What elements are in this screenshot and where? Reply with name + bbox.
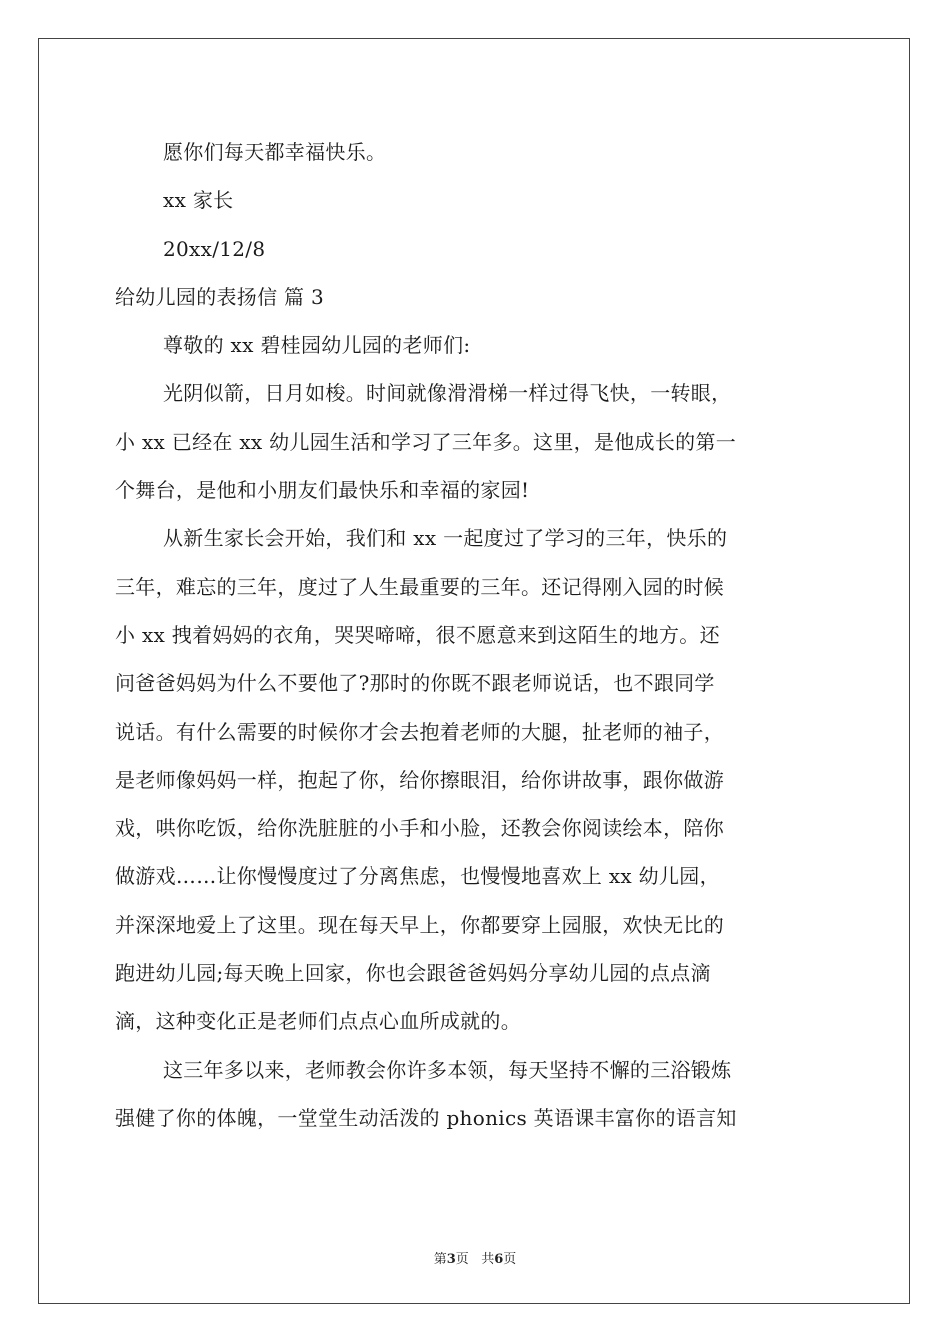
text-line: 20xx/12/8 [163,236,266,261]
text-line: 滴，这种变化正是老师们点点心血所成就的。 [115,1009,521,1034]
text-line: 问爸爸妈妈为什么不要他了?那时的你既不跟老师说话，也不跟同学 [115,671,715,696]
text-line: 说话。有什么需要的时候你才会去抱着老师的大腿，扯老师的袖子， [115,719,724,744]
text-line: 三年，难忘的三年，度过了人生最重要的三年。还记得刚入园的时候 [115,574,724,599]
footer-total-prefix: 共 [481,1252,495,1267]
text-line: 个舞台，是他和小朋友们最快乐和幸福的家园! [115,478,530,503]
text-line: 小 xx 已经在 xx 幼儿园生活和学习了三年多。这里，是他成长的第一 [115,429,737,454]
text-line: 从新生家长会开始，我们和 xx 一起度过了学习的三年，快乐的 [163,526,728,551]
text-line: 做游戏……让你慢慢度过了分离焦虑，也慢慢地喜欢上 xx 幼儿园， [115,864,720,889]
text-line: 是老师像妈妈一样，抱起了你，给你擦眼泪，给你讲故事，跟你做游 [115,767,724,792]
total-page-number: 6 [494,1252,504,1267]
text-line: xx 家长 [163,188,234,213]
text-line: 强健了你的体魄，一堂堂生动活泼的 phonics 英语课丰富你的语言知 [115,1105,737,1130]
current-page-number: 3 [446,1252,456,1267]
document-body [115,128,835,1142]
footer-prefix: 第 [433,1252,447,1267]
footer-total-suffix: 页 [503,1252,517,1267]
text-line: 光阴似箭，日月如梭。时间就像滑滑梯一样过得飞快，一转眼， [163,381,732,406]
text-line: 愿你们每天都幸福快乐。 [163,140,387,164]
text-line: 小 xx 拽着妈妈的衣角，哭哭啼啼，很不愿意来到这陌生的地方。还 [115,622,720,647]
footer-page-suffix: 页 [455,1252,469,1267]
text-line: 这三年多以来，老师教会你许多本领，每天坚持不懈的三浴锻炼 [163,1057,732,1082]
page-footer [0,1248,950,1267]
text-line: 跑进幼儿园;每天晚上回家，你也会跟爸爸妈妈分享幼儿园的点点滴 [115,961,711,986]
text-line: 戏，哄你吃饭，给你洗脏脏的小手和小脸，还教会你阅读绘本，陪你 [115,816,724,841]
salutation: 尊敬的 xx 碧桂园幼儿园的老师们: [163,333,471,358]
section-heading: 给幼儿园的表扬信 篇 3 [115,284,325,309]
text-line: 并深深地爱上了这里。现在每天早上，你都要穿上园服，欢快无比的 [115,912,724,937]
